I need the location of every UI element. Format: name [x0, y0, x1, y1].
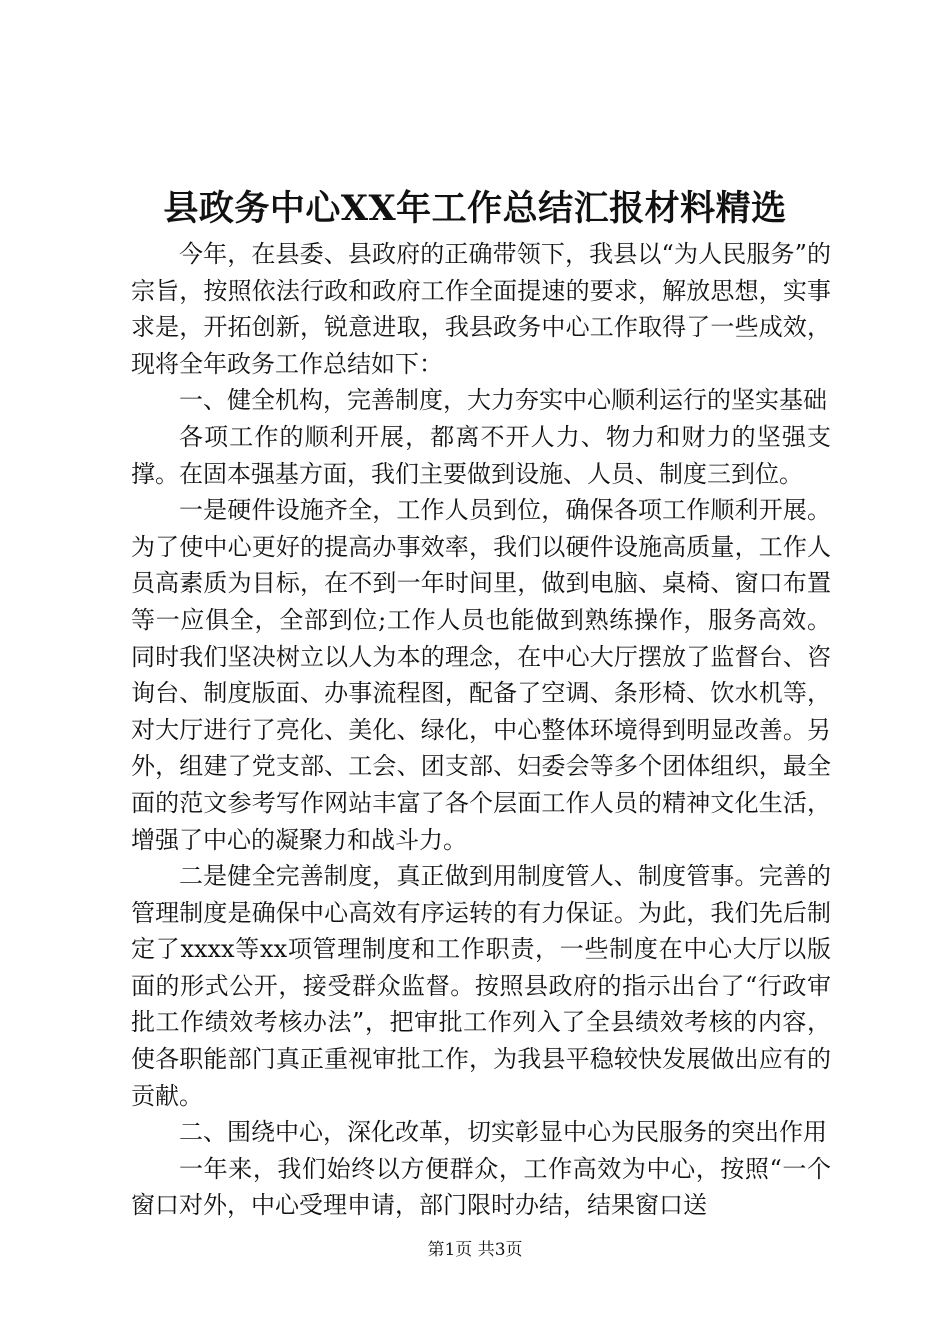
paragraph: 二是健全完善制度，真正做到用制度管人、制度管事。完善的管理制度是确保中心高效有序运转的有力保证。为此，我们先后制定了xxxx等xx项管理制度和工作职责，一些制度在中心大厅以版面的形式公开，接受群众监督。按照县政府的指示出台了“行政审批工作绩效考核办法”，把审批工作列入了全县绩效考核的内容，使各职能部门真正重视审批工作，为我县平稳较快发展做出应有的贡献。 — [131, 862, 831, 1110]
paragraph: 各项工作的顺利开展，都离不开人力、物力和财力的坚强支撑。在固本强基方面，我们主要做到设施、人员、制度三到位。 — [131, 422, 831, 488]
document-title: 县政务中心XX年工作总结汇报材料精选 — [163, 188, 787, 229]
paragraph: 一年来，我们始终以方便群众，工作高效为中心，按照“一个窗口对外，中心受理申请，部门限时办结，结果窗口送 — [131, 1154, 831, 1220]
document-body — [131, 236, 831, 1224]
section-heading-2: 二、围绕中心，深化改革，切实彰显中心为民服务的突出作用 — [179, 1118, 827, 1147]
paragraph-intro: 今年，在县委、县政府的正确带领下，我县以“为人民服务”的宗旨，按照依法行政和政府工作全面提速的要求，解放思想，实事求是，开拓创新，锐意进取，我县政务中心工作取得了一些成效，现将全年政务工作总结如下： — [131, 240, 831, 378]
page-number-footer: 第1页 共3页 — [427, 1240, 523, 1260]
paragraph: 一是硬件设施齐全，工作人员到位，确保各项工作顺利开展。为了使中心更好的提高办事效率，我们以硬件设施高质量，工作人员高素质为目标，在不到一年时间里，做到电脑、桌椅、窗口布置等一应俱全，全部到位;工作人员也能做到熟练操作，服务高效。同时我们坚决树立以人为本的理念，在中心大厅摆放了监督台、咨询台、制度版面、办事流程图，配备了空调、条形椅、饮水机等，对大厅进行了亮化、美化、绿化，中心整体环境得到明显改善。另外，组建了党支部、工会、团支部、妇委会等多个团体组织，最全面的范文参考写作网站丰富了各个层面工作人员的精神文化生活，增强了中心的凝聚力和战斗力。 — [131, 496, 831, 854]
section-heading-1: 一、健全机构，完善制度，大力夯实中心顺利运行的坚实基础 — [179, 386, 827, 415]
